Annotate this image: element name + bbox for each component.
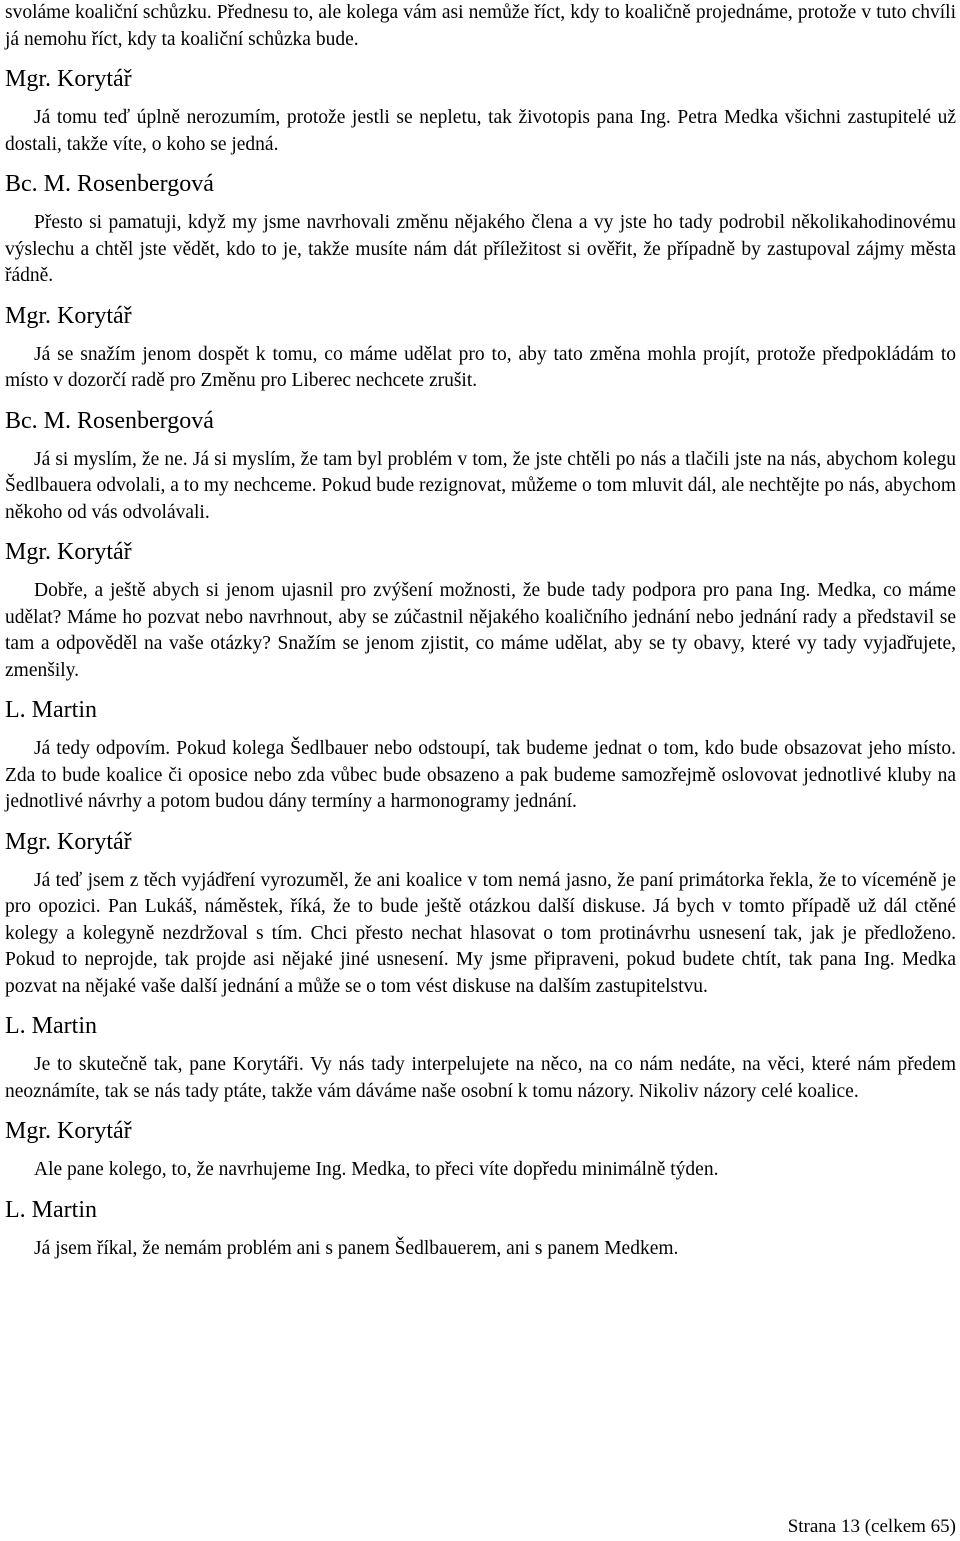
speaker-name: L. Martin	[5, 1013, 97, 1039]
speaker-name: Bc. M. Rosenbergová	[5, 407, 214, 434]
paragraph-continuation: svoláme koaliční schůzku. Přednesu to, ale kolega vám asi nemůže říct, kdy to koaličně projednáme, protože v tuto chvíli já nemohu říct, kdy ta koaliční schůzka bude.	[5, 2, 956, 50]
speech-paragraph: Já tedy odpovím. Pokud kolega Šedlbauer nebo odstoupí, tak budeme jednat o tom, kdo bude obsazovat jeho místo. Zda to bude koalice či oposice nebo zda vůbec bude obsazeno a pak budeme samozřejmě oslovovat jednotlivé kluby na jednotlivé návrhy a potom budou dány termíny a harmonogramy jednání.	[5, 738, 956, 812]
speech-paragraph: Já tomu teď úplně nerozumím, protože jestli se nepletu, tak životopis pana Ing. Petra Medka všichni zastupitelé už dostali, takže víte, o koho se jedná.	[5, 107, 956, 155]
speaker-name: Mgr. Korytář	[5, 1118, 132, 1144]
speech-paragraph: Přesto si pamatuji, když my jsme navrhovali změnu nějakého člena a vy jste ho tady podrobil několikahodinovému výslechu a chtěl jste vědět, kdo to je, takže musíte nám dát příležitost si ověřit, že případně by zastupoval zájmy města řádně.	[5, 212, 956, 286]
speech-paragraph: Je to skutečně tak, pane Korytáři. Vy nás tady interpelujete na něco, na co nám nedáte, na věci, které nám předem neoznámíte, tak se nás tady ptáte, takže vám dáváme naše osobní k tomu názory. Nikoliv názory celé koalice.	[5, 1054, 956, 1102]
speaker-name: L. Martin	[5, 1196, 97, 1223]
speech-paragraph: Já teď jsem z těch vyjádření vyrozuměl, že ani koalice v tom nemá jasno, že paní primátorka řekla, že to víceméně je pro opozici. Pan Lukáš, náměstek, říká, že to bude ještě otázkou další diskuse. Já bych v tomto případě už dál ctěné kolegy a kolegyně nezdržoval s tím. Chci přesto nechat hlasovat o tom protinávrhu usnesení tak, jak je předloženo. Pokud to neprojde, tak projde asi nějaké jiné usnesení. My jsme připraveni, pokud budete chtít, tak pana Ing. Medka pozvat na nějaké vaše další jednání a může se o tom vést diskuse na dalším zastupitelstvu.	[5, 869, 956, 997]
transcript-page	[5, 0, 956, 1262]
speaker-name: Mgr. Korytář	[5, 302, 132, 329]
speech-paragraph: Já jsem říkal, že nemám problém ani s panem Šedlbauerem, ani s panem Medkem.	[34, 1237, 679, 1259]
speaker-name: Mgr. Korytář	[5, 66, 132, 92]
speech-paragraph: Já si myslím, že ne. Já si myslím, že tam byl problém v tom, že jste chtěli po nás a tlačili jste na nás, abychom kolegu Šedlbauera odvolali, a to my nechceme. Pokud bude rezignovat, můžeme o tom mluvit dál, ale nechtějte po nás, abychom někoho od vás odvolávali.	[5, 448, 956, 523]
speech-paragraph: Dobře, a ještě abych si jenom ujasnil pro zvýšení možnosti, že bude tady podpora pro pana Ing. Medka, co máme udělat? Máme ho pozvat nebo navrhnout, aby se zúčastnil nějakého koaličního jednání nebo jednání rady a představil se tam a odpověděl na vaše otázky? Snažím se jenom zjistit, co máme udělat, aby se ty obavy, které vy tady vyjadřujete, zmenšily.	[5, 580, 956, 681]
page-number-footer: Strana 13 (celkem 65)	[787, 1516, 956, 1537]
speaker-name: Mgr. Korytář	[5, 828, 132, 855]
speaker-name: L. Martin	[5, 697, 97, 723]
speech-paragraph: Ale pane kolego, to, že navrhujeme Ing. Medka, to přeci víte dopředu minimálně týden.	[34, 1159, 719, 1180]
speech-paragraph: Já se snažím jenom dospět k tomu, co máme udělat pro to, aby tato změna mohla projít, protože předpokládám to místo v dozorčí radě pro Změnu pro Liberec nechcete zrušit.	[5, 343, 956, 391]
speaker-name: Bc. M. Rosenbergová	[5, 171, 214, 197]
speaker-name: Mgr. Korytář	[5, 539, 132, 565]
